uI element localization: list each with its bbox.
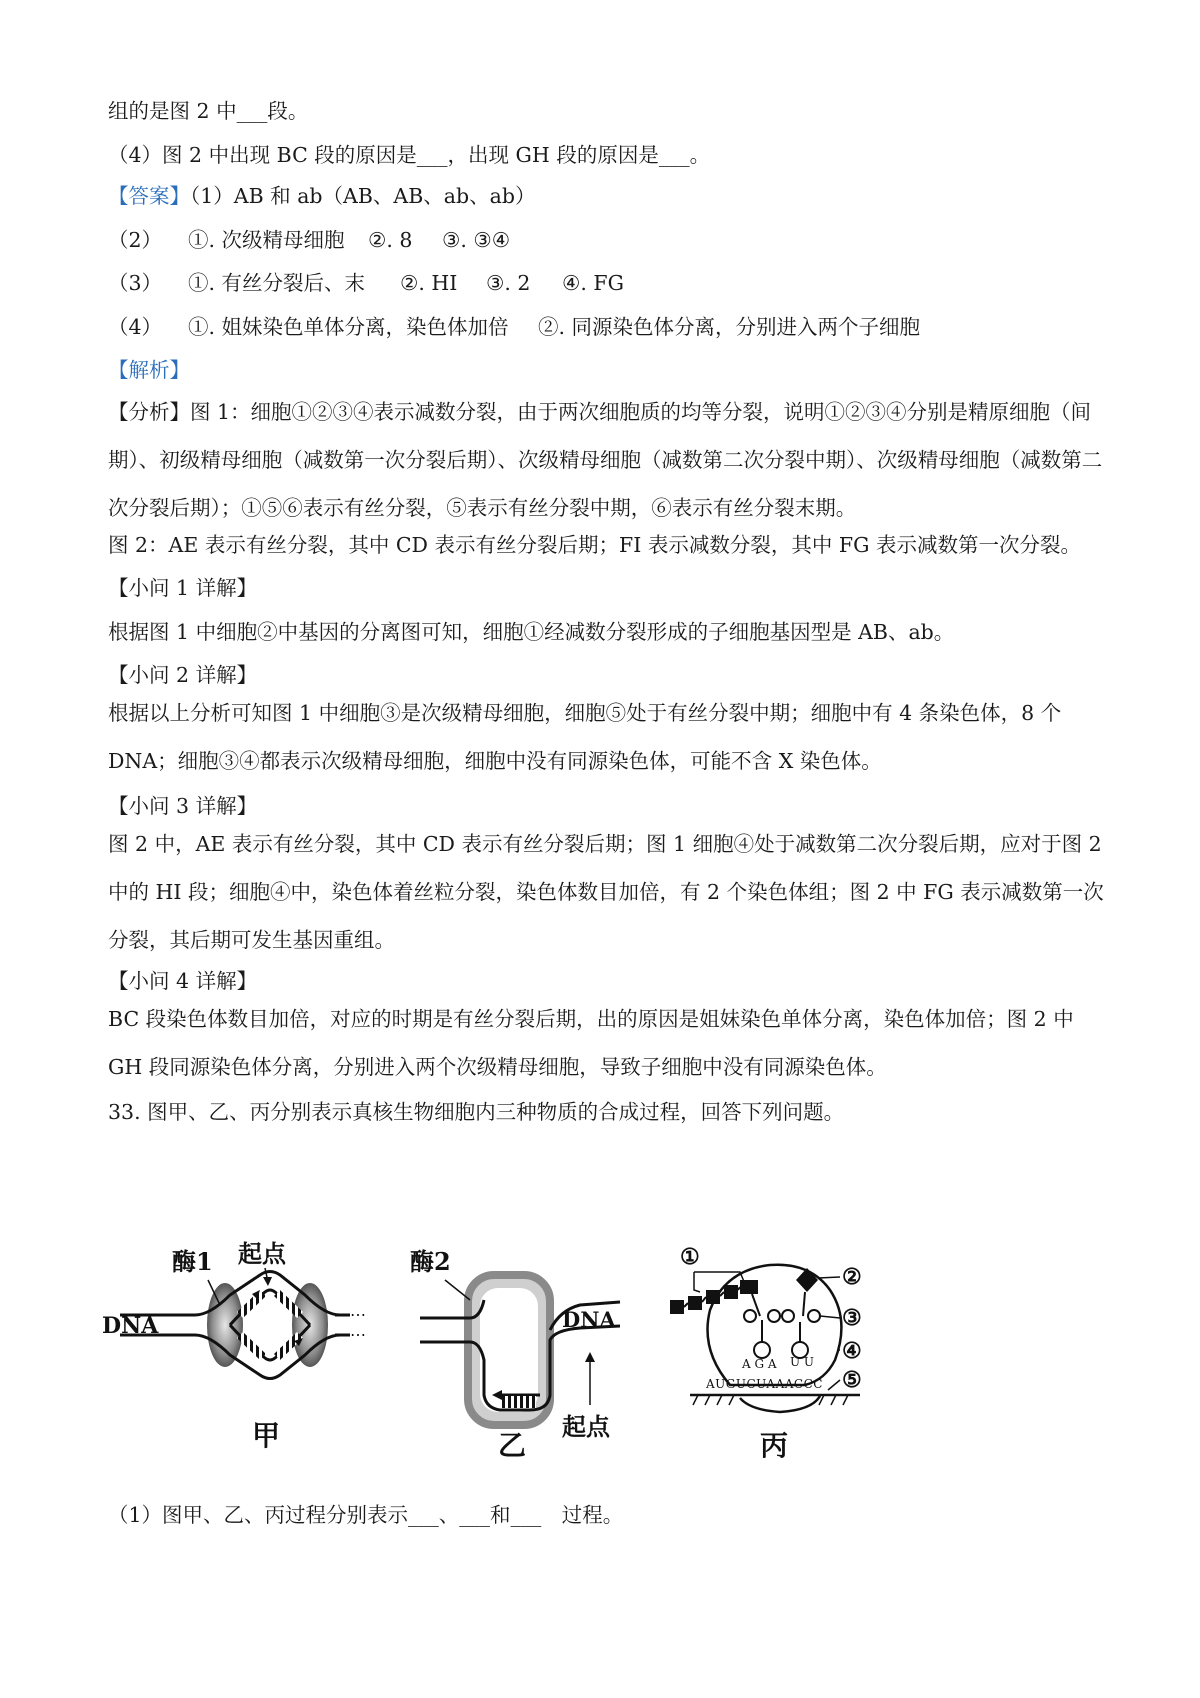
analysis-paragraph: 【分析】图 1：细胞①②③④表示减数分裂，由于两次细胞质的均等分裂，说明①②③④分别是精原细胞（间期）、初级精母细胞（减数第一次分裂后期）、次级精母细胞（减数第二次分裂中期）、次级精母细胞（减数第二次分裂后期）；①⑤⑥表示有丝分裂，⑤表示有丝分裂中期，⑥表示有丝分裂末期。 xyxy=(108,400,1103,520)
synthesis-figures xyxy=(100,1230,1100,1490)
enzyme-1-left xyxy=(207,1283,243,1367)
label-3: ③ xyxy=(842,1305,862,1331)
answer-item: ②. 8 xyxy=(368,228,413,252)
answer-item: ①. 有丝分裂后、末 xyxy=(188,271,366,295)
answer-1: （1）AB 和 ab（AB、AB、ab、ab） xyxy=(190,184,536,208)
label-1: ① xyxy=(680,1244,700,1270)
answer-line-1 xyxy=(108,181,1108,211)
label-5: ⑤ xyxy=(842,1367,862,1393)
mrna-sequence: AUGUCUAAACCC xyxy=(706,1377,823,1391)
subquestion-4-heading: 【小问 4 详解】 xyxy=(108,969,258,993)
caption-jia: 甲 xyxy=(252,1419,281,1452)
svg-text:⋯: ⋯ xyxy=(350,1305,366,1324)
question-33-part-1: （1）图甲、乙、丙过程分别表示___、___和___ 过程。 xyxy=(108,1503,624,1527)
figure-yi xyxy=(410,1247,620,1462)
answer-item: ①. 姐妹染色单体分离，染色体加倍 xyxy=(188,315,509,339)
label-4: ④ xyxy=(842,1338,862,1364)
svg-text:⋯: ⋯ xyxy=(350,1325,366,1344)
svg-text:⋯: ⋯ xyxy=(158,1305,174,1324)
enzyme-2-label: 酶2 xyxy=(410,1247,451,1276)
subquestion-4-body: BC 段染色体数目加倍，对应的时期是有丝分裂后期，出的原因是姐妹染色单体分离，染色体加倍；图 2 中 GH 段同源染色体分离，分别进入两个次级精母细胞，导致子细胞中没有同源染色体。 xyxy=(108,1007,1074,1079)
subquestion-1-body: 根据图 1 中细胞②中基因的分离图可知，细胞①经减数分裂形成的子细胞基因型是 AB、ab。 xyxy=(108,620,955,644)
dna-label-yi: DNA xyxy=(562,1307,616,1332)
answer-line-3 xyxy=(108,268,1108,298)
question-4: （4）图 2 中出现 BC 段的原因是___，出现 GH 段的原因是___。 xyxy=(108,143,711,167)
svg-text:⋯: ⋯ xyxy=(426,1332,442,1351)
answer-index: （3） xyxy=(108,271,163,295)
svg-text:⋯: ⋯ xyxy=(426,1308,442,1327)
figure-bing xyxy=(670,1244,862,1462)
subquestion-2-heading: 【小问 2 详解】 xyxy=(108,663,258,687)
answer-line-2 xyxy=(108,225,1108,255)
caption-yi: 乙 xyxy=(498,1429,527,1462)
answer-item: ②. 同源染色体分离，分别进入两个子细胞 xyxy=(538,315,921,339)
question-33: 33. 图甲、乙、丙分别表示真核生物细胞内三种物质的合成过程，回答下列问题。 xyxy=(108,1100,845,1124)
analysis-tag: 【解析】 xyxy=(108,358,190,382)
text-line: 组的是图 2 中___段。 xyxy=(108,99,309,123)
answer-index: （4） xyxy=(108,315,163,339)
subquestion-1-heading: 【小问 1 详解】 xyxy=(108,576,258,600)
anticodon-1: A G A xyxy=(742,1357,777,1371)
answer-item: ③. 2 xyxy=(486,271,531,295)
answer-item: ①. 次级精母细胞 xyxy=(188,228,345,252)
caption-bing: 丙 xyxy=(760,1429,789,1462)
answer-item: ④. FG xyxy=(562,271,625,295)
anticodon-2: U U xyxy=(790,1355,815,1369)
label-2: ② xyxy=(842,1264,862,1290)
enzyme-1-label: 酶1 xyxy=(172,1247,213,1276)
subquestion-3-heading: 【小问 3 详解】 xyxy=(108,794,258,818)
subquestion-3-body: 图 2 中，AE 表示有丝分裂，其中 CD 表示有丝分裂后期；图 1 细胞④处于减数第二次分裂后期，应对于图 2 中的 HI 段；细胞④中，染色体着丝粒分裂，染色体数目加倍，有 2 个染色体组；图 2 中 FG 表示减数第一次分裂，其后期可发生基因重组。 xyxy=(108,832,1104,952)
origin-label-jia: 起点 xyxy=(238,1239,286,1268)
answer-item: ③. ③④ xyxy=(442,228,511,252)
answer-item: ②. HI xyxy=(400,271,458,295)
dna-label-jia: DNA xyxy=(102,1313,159,1339)
svg-text:⋯: ⋯ xyxy=(158,1325,174,1344)
figure-2-analysis: 图 2：AE 表示有丝分裂，其中 CD 表示有丝分裂后期；FI 表示减数分裂，其中 FG 表示减数第一次分裂。 xyxy=(108,533,1081,557)
answer-line-4 xyxy=(108,312,1108,342)
answer-tag: 【答案】 xyxy=(108,184,190,208)
answer-index: （2） xyxy=(108,228,163,252)
figure-jia xyxy=(102,1239,366,1452)
subquestion-2-body: 根据以上分析可知图 1 中细胞③是次级精母细胞，细胞⑤处于有丝分裂中期；细胞中有 4 条染色体，8 个 DNA；细胞③④都表示次级精母细胞，细胞中没有同源染色体，可能不含 X 染色体。 xyxy=(108,701,1062,773)
origin-label-yi: 起点 xyxy=(562,1412,610,1441)
